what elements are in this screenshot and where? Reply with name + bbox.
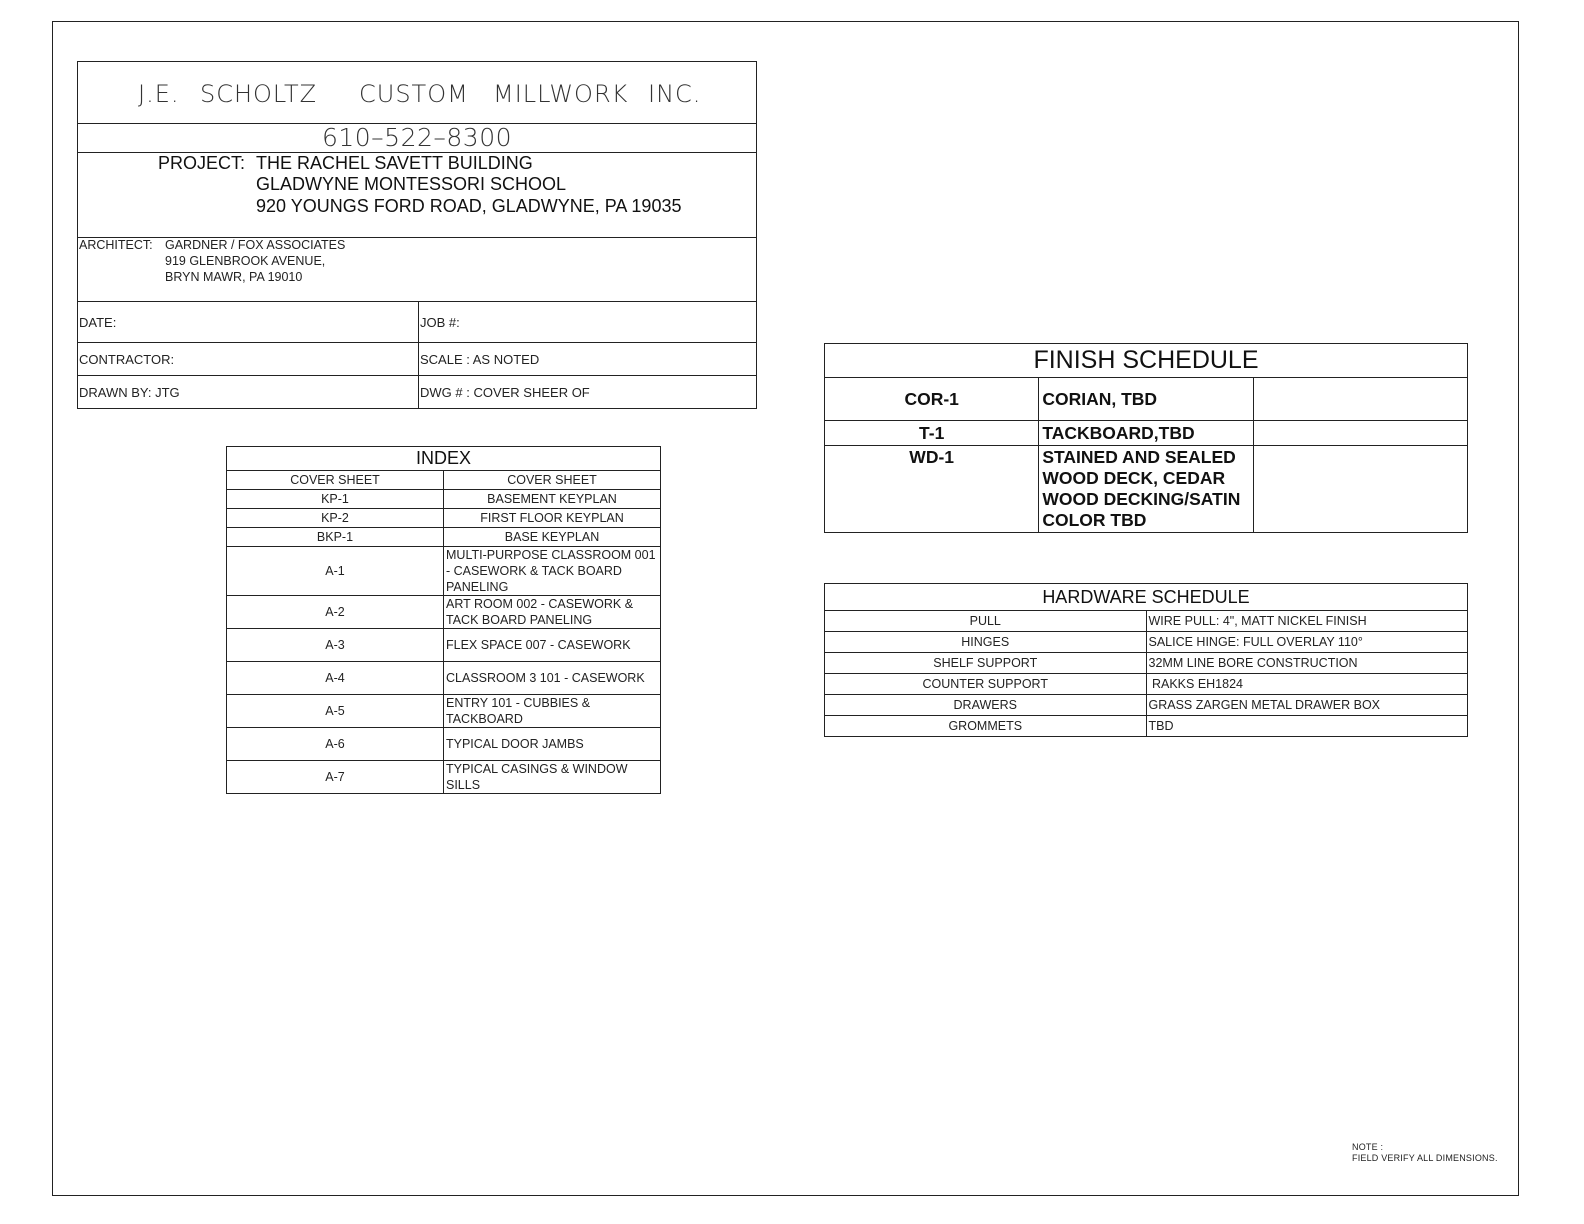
title-block xyxy=(77,61,757,409)
architect-info xyxy=(78,238,756,302)
contractor-scale-row xyxy=(78,343,756,376)
table-row xyxy=(227,528,661,547)
contractor-field: CONTRACTOR: xyxy=(79,351,175,367)
finish-schedule-title: FINISH SCHEDULE xyxy=(825,344,1468,378)
finish-schedule xyxy=(824,343,1468,533)
index-code: A-2 xyxy=(227,596,444,629)
company-word: INC. xyxy=(648,80,702,108)
index-desc: BASE KEYPLAN xyxy=(444,528,661,547)
index-desc: MULTI-PURPOSE CLASSROOM 001 - CASEWORK & TACK BOARD PANELING xyxy=(444,547,661,596)
hardware-spec: RAKKS EH1824 xyxy=(1146,674,1468,695)
index-desc: BASEMENT KEYPLAN xyxy=(444,490,661,509)
project-line: 920 YOUNGS FORD ROAD, GLADWYNE, PA 19035 xyxy=(256,196,682,216)
company-name xyxy=(78,62,756,124)
project-label: PROJECT: xyxy=(158,153,246,173)
table-row xyxy=(825,695,1468,716)
table-row xyxy=(227,629,661,662)
date-job-row xyxy=(78,302,756,343)
index-desc: TYPICAL DOOR JAMBS xyxy=(444,728,661,761)
index-code: A-3 xyxy=(227,629,444,662)
hardware-spec: 32MM LINE BORE CONSTRUCTION xyxy=(1146,653,1468,674)
company-word: SCHOLTZ xyxy=(200,80,318,108)
hardware-spec: GRASS ZARGEN METAL DRAWER BOX xyxy=(1146,695,1468,716)
table-row xyxy=(227,662,661,695)
finish-sample-cell xyxy=(1253,446,1467,533)
table-row xyxy=(227,471,661,490)
date-field: DATE: xyxy=(79,314,117,330)
hardware-item: HINGES xyxy=(825,632,1147,653)
index-desc: COVER SHEET xyxy=(444,471,661,490)
finish-desc: CORIAN, TBD xyxy=(1039,378,1253,421)
hardware-spec: WIRE PULL: 4", MATT NICKEL FINISH xyxy=(1146,611,1468,632)
general-note xyxy=(1352,1142,1498,1164)
project-line: THE RACHEL SAVETT BUILDING xyxy=(256,153,533,173)
index-code: KP-1 xyxy=(227,490,444,509)
scale-field: SCALE : AS NOTED xyxy=(418,343,539,375)
index-desc: FIRST FLOOR KEYPLAN xyxy=(444,509,661,528)
index-code: KP-2 xyxy=(227,509,444,528)
table-row xyxy=(227,490,661,509)
architect-label: ARCHITECT: xyxy=(79,238,153,252)
table-row xyxy=(825,632,1468,653)
index-code: COVER SHEET xyxy=(227,471,444,490)
finish-code: T-1 xyxy=(825,421,1039,446)
architect-line: GARDNER / FOX ASSOCIATES xyxy=(165,238,346,252)
index-code: A-5 xyxy=(227,695,444,728)
index-code: A-1 xyxy=(227,547,444,596)
table-row xyxy=(825,653,1468,674)
drawn-by-field: DRAWN BY: JTG xyxy=(79,384,180,400)
company-word: MILLWORK xyxy=(493,80,629,108)
index-desc: TYPICAL CASINGS & WINDOW SILLS xyxy=(444,761,661,794)
index-desc: ART ROOM 002 - CASEWORK & TACK BOARD PANELING xyxy=(444,596,661,629)
table-row xyxy=(227,509,661,528)
company-word: CUSTOM xyxy=(359,80,469,108)
table-row xyxy=(227,761,661,794)
table-row xyxy=(227,695,661,728)
job-number-field: JOB #: xyxy=(418,302,460,342)
table-row xyxy=(825,446,1468,533)
hardware-schedule xyxy=(824,583,1468,737)
index-desc: ENTRY 101 - CUBBIES & TACKBOARD xyxy=(444,695,661,728)
architect-line: 919 GLENBROOK AVENUE, xyxy=(165,254,326,268)
finish-desc: STAINED AND SEALED WOOD DECK, CEDAR WOOD DECKING/SATIN COLOR TBD xyxy=(1039,446,1253,533)
index-desc: CLASSROOM 3 101 - CASEWORK xyxy=(444,662,661,695)
index-table xyxy=(226,446,661,794)
table-row xyxy=(227,547,661,596)
hardware-item: COUNTER SUPPORT xyxy=(825,674,1147,695)
index-code: A-4 xyxy=(227,662,444,695)
company-phone: 610–522–8300 xyxy=(78,124,756,153)
note-text: FIELD VERIFY ALL DIMENSIONS. xyxy=(1352,1153,1498,1163)
company-word: J.E. xyxy=(138,80,180,108)
table-row xyxy=(227,728,661,761)
finish-sample-cell xyxy=(1253,421,1467,446)
project-info xyxy=(78,153,756,238)
hardware-item: GROMMETS xyxy=(825,716,1147,737)
architect-line: BRYN MAWR, PA 19010 xyxy=(165,270,303,284)
hardware-spec: TBD xyxy=(1146,716,1468,737)
finish-desc: TACKBOARD,TBD xyxy=(1039,421,1253,446)
drawn-dwg-row xyxy=(78,376,756,408)
hardware-schedule-title: HARDWARE SCHEDULE xyxy=(825,584,1468,611)
index-code: A-7 xyxy=(227,761,444,794)
table-row xyxy=(825,378,1468,421)
index-desc: FLEX SPACE 007 - CASEWORK xyxy=(444,629,661,662)
table-row xyxy=(227,596,661,629)
finish-sample-cell xyxy=(1253,378,1467,421)
hardware-item: DRAWERS xyxy=(825,695,1147,716)
note-label: NOTE : xyxy=(1352,1142,1384,1152)
index-code: BKP-1 xyxy=(227,528,444,547)
table-row xyxy=(825,716,1468,737)
table-row xyxy=(825,611,1468,632)
table-row xyxy=(825,421,1468,446)
finish-code: WD-1 xyxy=(825,446,1039,533)
hardware-spec: SALICE HINGE: FULL OVERLAY 110° xyxy=(1146,632,1468,653)
dwg-number-field: DWG # : COVER SHEER OF xyxy=(418,376,590,408)
project-line: GLADWYNE MONTESSORI SCHOOL xyxy=(256,174,567,194)
table-row xyxy=(825,674,1468,695)
hardware-item: SHELF SUPPORT xyxy=(825,653,1147,674)
index-code: A-6 xyxy=(227,728,444,761)
hardware-item: PULL xyxy=(825,611,1147,632)
finish-code: COR-1 xyxy=(825,378,1039,421)
index-title: INDEX xyxy=(227,447,661,471)
